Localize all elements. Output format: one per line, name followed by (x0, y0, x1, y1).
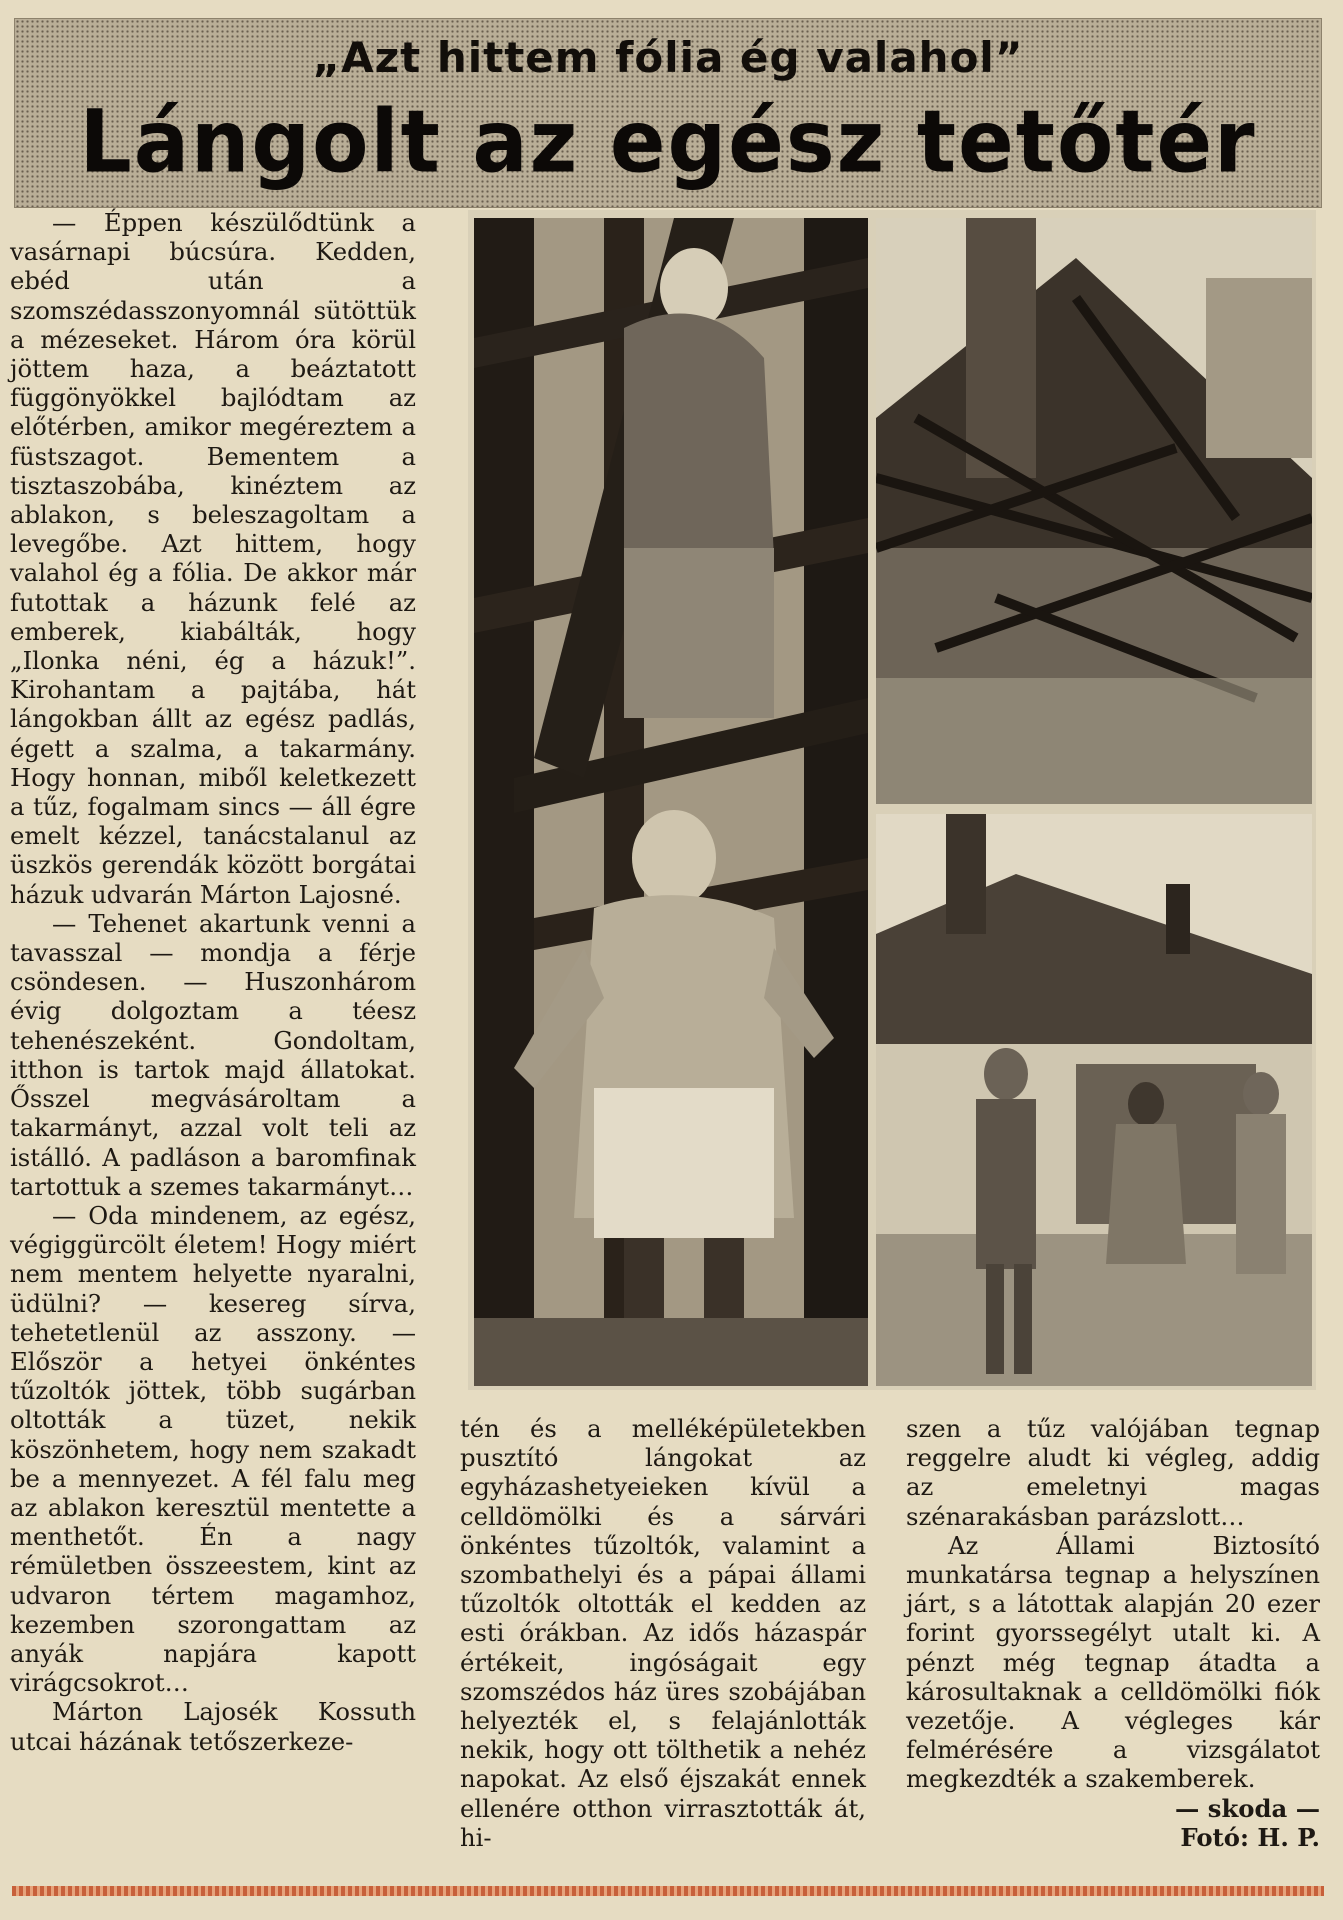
paragraph: szen a tűz valójában tegnap reggelre aludt ki végleg, addig az emeletnyi magas szénarakásban parázslott… (906, 1414, 1320, 1531)
paragraph: — Oda mindenem, az egész, végiggürcölt életem! Hogy miért nem mentem helyette nyaralni, üdülni? — kesereg sírva, tehetetlenül az asszony. — Először a hetyei önkéntes tűzoltók jöttek, több sugárban oltották a tüzet, nekik köszönhetem, hogy nem szakadt be a mennyezet. A fél falu meg az ablakon keresztül mentette a menthetőt. Én a nagy rémületben összeestem, kint az udvaron tértem magamhoz, kezemben szorongattam az anyák napjára kapott virágcsokrot… (10, 1200, 416, 1698)
paragraph: Márton Lajosék Kossuth utcai házának tetőszerkeze- (10, 1697, 416, 1756)
author-signature: — skoda — (1175, 1793, 1320, 1823)
headline-banner (14, 18, 1322, 208)
photo-burnt-roof (876, 218, 1312, 804)
article-column-2 (460, 1414, 866, 1852)
paragraph: — Éppen készülődtünk a vasárnapi búcsúra. Kedden, ebéd után a szomszédasszonyomnál sütöttük a mézeseket. Három óra körül jöttem haza, a beáztatott függönyökkel bajlódtam az előtérben, amikor megéreztem a füstszagot. Bementem a tisztaszobába, kinéztem az ablakon, s beleszagoltam a levegőbe. Azt hittem, hogy valahol ég a fólia. De akkor már futottak a házunk felé az emberek, kiabálták, hogy „Ilonka néni, ég a házuk!”. Kirohantam a pajtába, hát lángokban állt az egész padlás, égett a szalma, a takarmány. Hogy honnan, miből keletkezett a tűz, fogalmam sincs — áll égre emelt kézzel, tanácstalanul az üszkös gerendák között borgátai házuk udvarán Márton Lajosné. (10, 208, 416, 909)
article-column-1 (10, 208, 416, 1756)
headline-title: Lángolt az egész tetőtér (79, 92, 1257, 193)
bottom-rule (12, 1886, 1324, 1896)
paragraph: — Tehenet akartunk venni a tavasszal — mondja a férje csöndesen. — Huszonhárom évig dolgoztam a téesz tehenészeként. Gondoltam, itthon is tartok majd állatokat. Ősszel megvásároltam a takarmányt, azzal volt teli az istálló. A padláson a baromfinak tartottuk a szemes takarmányt… (10, 908, 416, 1201)
paragraph: Az Állami Biztosító munkatársa tegnap a helyszínen járt, s a látottak alapján 20 ezer forint gyorssegélyt utalt ki. A pénzt még tegnap átadta a károsultaknak a celldömölki fiók vezetője. A végleges kár felmérésére a vizsgálatot megkezdték a szakemberek. (906, 1530, 1320, 1794)
photo-courtyard-people (876, 814, 1312, 1386)
photo-collage (468, 210, 1316, 1390)
photo-woman-in-ruins (474, 218, 868, 1386)
article-column-3 (906, 1414, 1320, 1852)
photo-credit: Fotó: H. P. (1180, 1822, 1320, 1852)
headline-kicker: „Azt hittem fólia ég valahol” (312, 33, 1024, 82)
paragraph: tén és a melléképületekben pusztító lángokat az egyházashetyeieken kívül a celldömölki és a sárvári önkéntes tűzoltók, valamint a szombathelyi és a pápai állami tűzoltók oltották el kedden az esti órákban. Az idős házaspár értékeit, ingóságait egy szomszédos ház üres szobájában helyezték el, s felajánlották nekik, hogy ott tölthetik a nehéz napokat. Az első éjszakát ennek ellenére otthon virrasztották át, hi- (460, 1414, 866, 1852)
